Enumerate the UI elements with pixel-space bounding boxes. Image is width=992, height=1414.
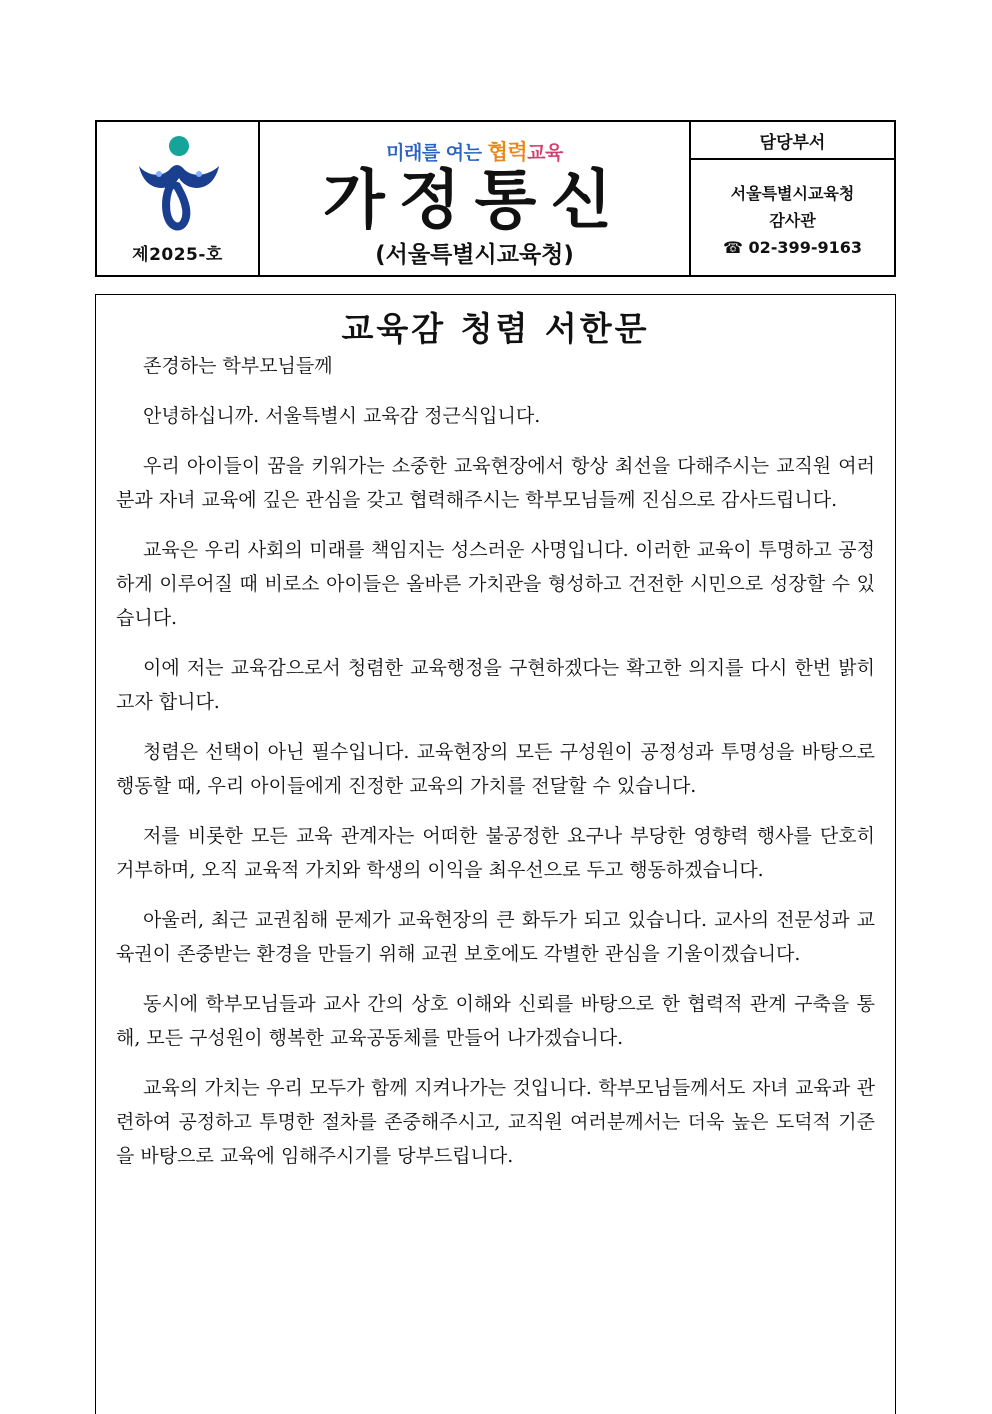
letter-paragraph: 이에 저는 교육감으로서 청렴한 교육행정을 구현하겠다는 확고한 의지를 다시 한번 밝히고자 합니다.	[116, 657, 875, 713]
letter-paragraph: 안녕하십니까. 서울특별시 교육감 정근식입니다.	[143, 405, 541, 427]
newsletter-header	[95, 120, 896, 277]
slogan-part3: 교육	[527, 142, 563, 164]
letter-paragraph: 청렴은 선택이 아닌 필수입니다. 교육현장의 모든 구성원이 공정성과 투명성을 바탕으로 행동할 때, 우리 아이들에게 진정한 교육의 가치를 전달할 수 있습니다.	[116, 741, 875, 797]
letter-paragraph: 아울러, 최근 교권침해 문제가 교육현장의 큰 화두가 되고 있습니다. 교사의 전문성과 교육권이 존중받는 환경을 만들기 위해 교권 보호에도 각별한 관심을 기울이겠습니다.	[116, 909, 875, 965]
department-org: 서울특별시교육청	[730, 184, 855, 203]
letter-paragraph: 동시에 학부모님들과 교사 간의 상호 이해와 신뢰를 바탕으로 한 협력적 관계 구축을 통해, 모든 구성원이 행복한 교육공동체를 만들어 나가겠습니다.	[116, 993, 875, 1049]
slogan-part1: 미래를 여는	[386, 142, 488, 164]
department-cell	[691, 122, 894, 275]
phone-icon: ☎	[723, 238, 743, 257]
letter-paragraph: 우리 아이들이 꿈을 키워가는 소중한 교육현장에서 항상 최선을 다해주시는 교직원 여러분과 자녀 교육에 깊은 관심을 갖고 협력해주시는 학부모님들께 진심으로 감사드립니다.	[116, 455, 875, 511]
letter-body	[116, 349, 875, 1189]
letter-title: 교육감 청렴 서한문	[341, 309, 650, 348]
masthead-title: 가정통신	[322, 164, 627, 238]
letter-paragraph: 존경하는 학부모님들께	[143, 355, 333, 377]
department-label: 담당부서	[691, 122, 894, 160]
seoul-education-logo-icon	[131, 134, 227, 234]
issue-number: 제2025-호	[132, 245, 223, 265]
letter-paragraph: 교육은 우리 사회의 미래를 책임지는 성스러운 사명입니다. 이러한 교육이 투명하고 공정하게 이루어질 때 비로소 아이들은 올바른 가치관을 형성하고 건전한 시민으로 성장할 수 있습니다.	[116, 539, 875, 629]
slogan	[260, 136, 689, 166]
letter-frame	[95, 294, 896, 1414]
letter-paragraph: 저를 비롯한 모든 교육 관계자는 어떠한 불공정한 요구나 부당한 영향력 행사를 단호히 거부하며, 오직 교육적 가치와 학생의 이익을 최우선으로 두고 행동하겠습니다.	[116, 825, 875, 881]
slogan-part2: 협력	[487, 140, 528, 164]
logo-cell	[97, 122, 260, 275]
department-unit: 감사관	[769, 211, 816, 230]
department-info	[691, 160, 894, 261]
department-phone	[691, 234, 894, 261]
letter-paragraph: 교육의 가치는 우리 모두가 함께 지켜나가는 것입니다. 학부모님들께서도 자녀 교육과 관련하여 공정하고 투명한 절차를 존중해주시고, 교직원 여러분께서는 더욱 높은 도덕적 기준을 바탕으로 교육에 임해주시기를 당부드립니다.	[116, 1077, 875, 1167]
phone-number: 02-399-9163	[748, 238, 862, 257]
publisher-name: (서울특별시교육청)	[375, 242, 574, 268]
masthead-cell	[260, 122, 691, 275]
